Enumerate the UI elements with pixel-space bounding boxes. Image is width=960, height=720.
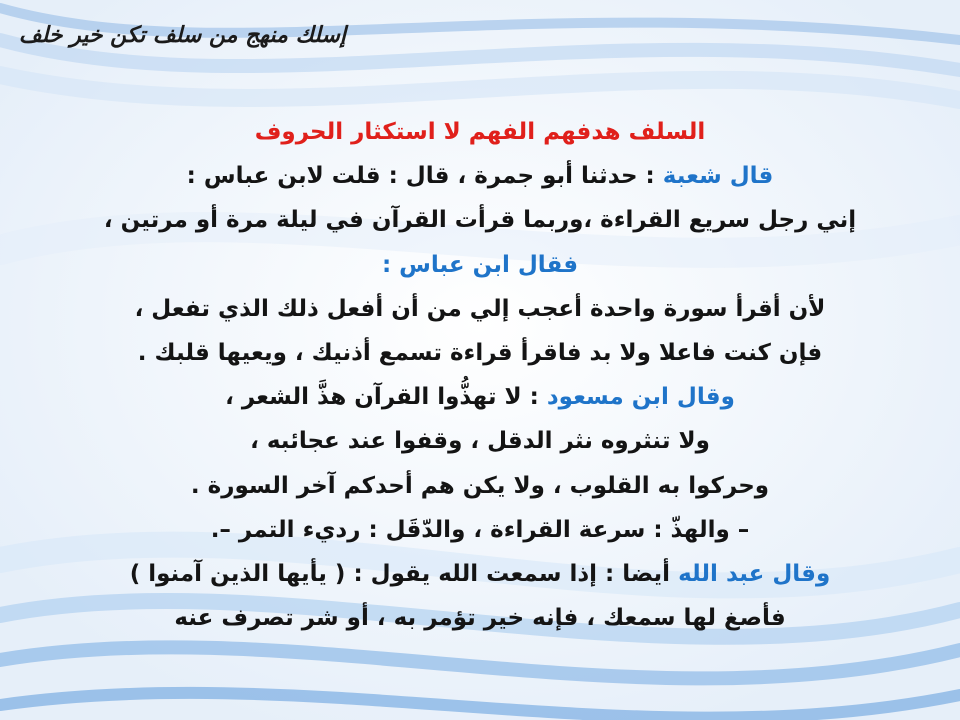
speaker-label: وقال عبد الله	[678, 560, 831, 587]
line-text: أيضا : إذا سمعت الله يقول : ( يأيها الذين آمنوا )	[129, 560, 679, 587]
line-text: – والهذّ : سرعة القراءة ، والدّقَل : رديء التمر –.	[210, 516, 750, 543]
text-line	[70, 419, 890, 463]
text-line	[70, 508, 890, 552]
text-line	[70, 243, 890, 287]
text-line	[70, 198, 890, 242]
text-line	[70, 596, 890, 640]
line-text: فأصغ لها سمعك ، فإنه خير تؤمر به ، أو شر تصرف عنه	[174, 605, 786, 632]
line-text: : حدثنا أبو جمرة ، قال : قلت لابن عباس :	[186, 163, 663, 190]
text-line	[70, 287, 890, 331]
text-line	[70, 331, 890, 375]
line-text: لأن أقرأ سورة واحدة أعجب إلي من أن أفعل ذلك الذي تفعل ،	[134, 295, 826, 322]
speaker-label: فقال ابن عباس :	[381, 251, 579, 278]
text-line	[70, 375, 890, 419]
speaker-label: وقال ابن مسعود	[546, 384, 735, 411]
line-text: إني رجل سريع القراءة ،وربما قرأت القرآن في ليلة مرة أو مرتين ،	[103, 207, 857, 234]
line-text: : لا تهذُّوا القرآن هذَّ الشعر ،	[225, 384, 547, 411]
text-line	[70, 154, 890, 198]
slide-title: السلف هدفهم الفهم لا استكثار الحروف	[254, 119, 706, 145]
slogan-calligraphy: إسلك منهج من سلف تكن خير خلف	[18, 22, 346, 48]
text-line	[70, 552, 890, 596]
text-line	[70, 464, 890, 508]
line-text: فإن كنت فاعلا ولا بد فاقرأ قراءة تسمع أذنيك ، ويعيها قلبك .	[137, 339, 823, 366]
slide-body	[70, 110, 890, 640]
line-text: ولا تنثروه نثر الدقل ، وقفوا عند عجائبه ،	[250, 428, 710, 455]
speaker-label: قال شعبة	[662, 163, 774, 190]
line-text: وحركوا به القلوب ، ولا يكن هم أحدكم آخر السورة .	[190, 472, 770, 499]
